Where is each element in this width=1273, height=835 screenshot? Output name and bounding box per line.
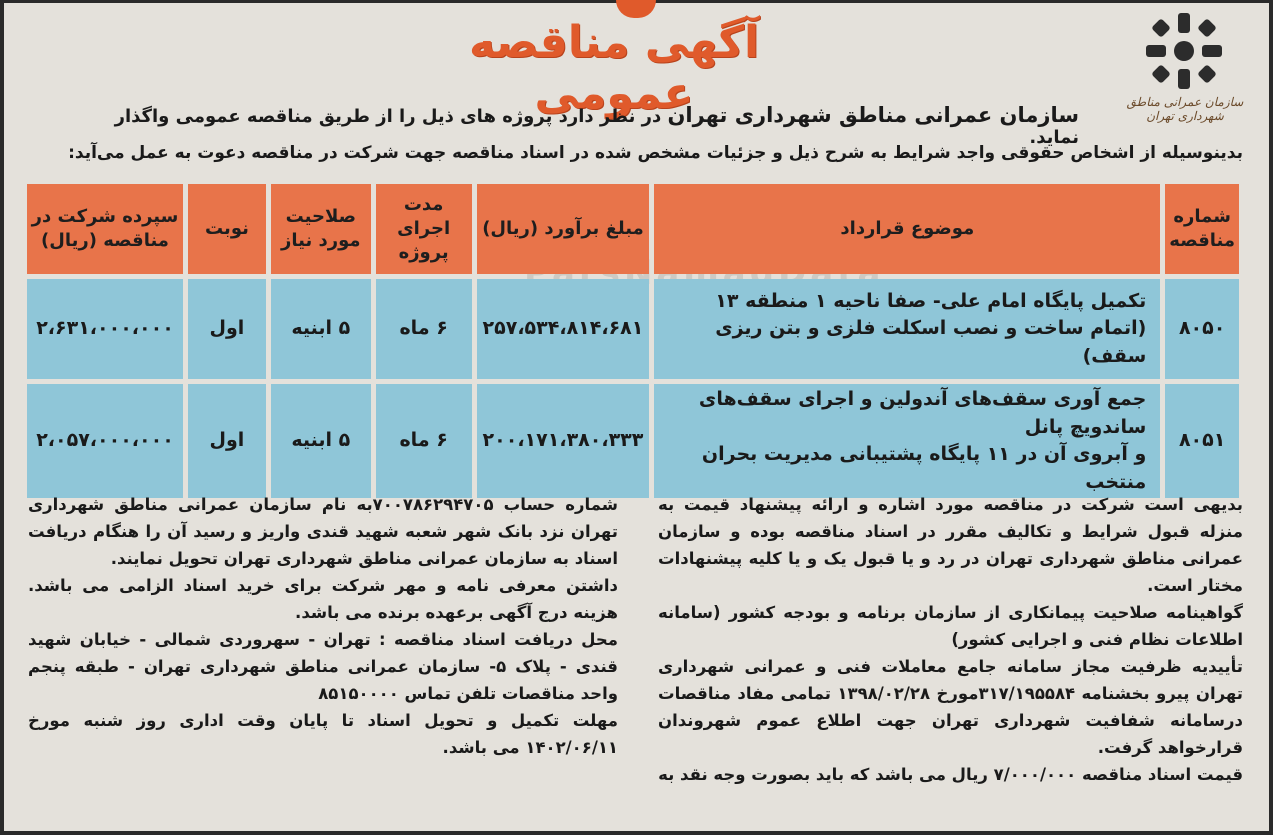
subject-line-2: (اتمام ساخت و نصب اسکلت فلزی و بتن ریزی سقف) (715, 317, 1147, 367)
condition-paragraph: شماره حساب ۷۰۰۷۸۶۲۹۴۷۰۵به نام سازمان عمرانی مناطق شهرداری تهران نزد بانک شهر شعبه شهید قندی واریز و رسید آن را هنگام دریافت اسناد به سازمان عمرانی مناطق شهرداری تهران تحویل نمایند. (28, 495, 619, 568)
cell-duration: ۶ ماه (376, 384, 472, 498)
header-round: نوبت (188, 184, 266, 274)
subject-line-2: و آبروی آن در ۱۱ پایگاه پشتیبانی مدیریت بحران منتخب (701, 443, 1147, 493)
condition-paragraph: محل دریافت اسناد مناقصه : تهران - سهروردی شمالی - خیابان شهید قندی - پلاک ۵- سازمان عمرانی مناطق شهرداری تهران - طبقه پنجم واحد مناقصات تلفن تماس ۸۵۱۵۰۰۰۰ (28, 630, 618, 703)
cell-round: اول (188, 279, 266, 379)
cell-number: ۸۰۵۰ (1165, 279, 1239, 379)
top-decoration (616, 0, 656, 18)
cell-duration: ۶ ماه (376, 279, 472, 379)
intro-organization: سازمان عمرانی مناطق شهرداری تهران (667, 103, 1079, 127)
condition-paragraph: داشتن معرفی نامه و مهر شرکت برای خرید اسناد الزامی می باشد. هزینه درج آگهی برعهده برنده می باشد. (28, 576, 618, 622)
condition-paragraph: بدیهی است شرکت در مناقصه مورد اشاره و ارائه پیشنهاد قیمت به منزله قبول شرایط و تکالیف مقرر در اسناد مناقصه بوده و سازمان عمرانی مناطق شهرداری تهران در رد و یا قبول یک و یا کلیه پیشنهادات مختار است. (658, 495, 1243, 595)
cell-estimate: ۲۵۷،۵۳۴،۸۱۴،۶۸۱ (477, 279, 650, 379)
cell-qualification: ۵ ابنیه (271, 279, 371, 379)
intro-line-1 (79, 103, 1079, 148)
header-subject: موضوع قرارداد (654, 184, 1160, 274)
cell-round: اول (188, 384, 266, 498)
tender-table (22, 179, 1244, 503)
logo-caption: سازمان عمرانی مناطق شهرداری تهران (1126, 95, 1244, 123)
cell-deposit: ۲،۶۳۱،۰۰۰،۰۰۰ (27, 279, 183, 379)
table-row (27, 279, 1239, 379)
condition-paragraph: گواهینامه صلاحیت پیمانکاری از سازمان برنامه و بودجه کشور (سامانه اطلاعات نظام فنی و اجرایی کشور) (658, 603, 1243, 649)
condition-paragraph: قیمت اسناد مناقصه ۷/۰۰۰/۰۰۰ ریال می باشد که باید بصورت وجه نقد به (658, 765, 1243, 784)
conditions-right-column (658, 491, 1243, 788)
conditions-left-column (28, 491, 618, 761)
header-estimate: مبلغ برآورد (ریال) (477, 184, 650, 274)
cell-number: ۸۰۵۱ (1165, 384, 1239, 498)
cell-estimate: ۲۰۰،۱۷۱،۳۸۰،۳۳۳ (477, 384, 650, 498)
intro-text: در نظر دارد پروژه های ذیل را از طریق مناقصه عمومی واگذار نماید. (114, 106, 1079, 148)
logo-star-icon (1134, 9, 1234, 99)
header-deposit: سپرده شرکت در مناقصه (ریال) (27, 184, 183, 274)
table-header-row (27, 184, 1239, 274)
subject-line-1: تکمیل پایگاه امام علی- صفا ناحیه ۱ منطقه ۱۳ (715, 289, 1147, 312)
cell-subject (654, 279, 1160, 379)
header-qualification: صلاحیت مورد نیاز (271, 184, 371, 274)
cell-deposit: ۲،۰۵۷،۰۰۰،۰۰۰ (27, 384, 183, 498)
intro-line-2: بدینوسیله از اشخاص حقوقی واجد شرایط به شرح ذیل و جزئیات مشخص شده در اسناد مناقصه جهت شرکت در مناقصه دعوت به عمل می‌آید: (68, 143, 1243, 163)
header-duration: مدت اجرای پروژه (376, 184, 472, 274)
condition-paragraph: تأییدیه ظرفیت مجاز سامانه جامع معاملات فنی و عمرانی شهرداری تهران پیرو بخشنامه ۳۱۷/۱۹۵۵۸۴مورخ ۱۳۹۸/۰۲/۲۸ تمامی مفاد مناقصات درسامانه شفافیت شهرداری تهران جهت اطلاع عموم شهروندان قرارخواهد گرفت. (658, 657, 1243, 757)
table-row (27, 384, 1239, 498)
header-number: شماره مناقصه (1165, 184, 1239, 274)
subject-line-1: جمع آوری سقف‌های آندولین و اجرای سقف‌های ساندویچ پانل (698, 388, 1147, 438)
condition-paragraph: مهلت تکمیل و تحویل اسناد تا پایان وقت اداری روز شنبه مورخ ۱۴۰۲/۰۶/۱۱ می باشد. (28, 711, 618, 757)
page-title: آگهی مناقصه عمومی (468, 17, 760, 119)
cell-qualification: ۵ ابنیه (271, 384, 371, 498)
cell-subject (654, 384, 1160, 498)
